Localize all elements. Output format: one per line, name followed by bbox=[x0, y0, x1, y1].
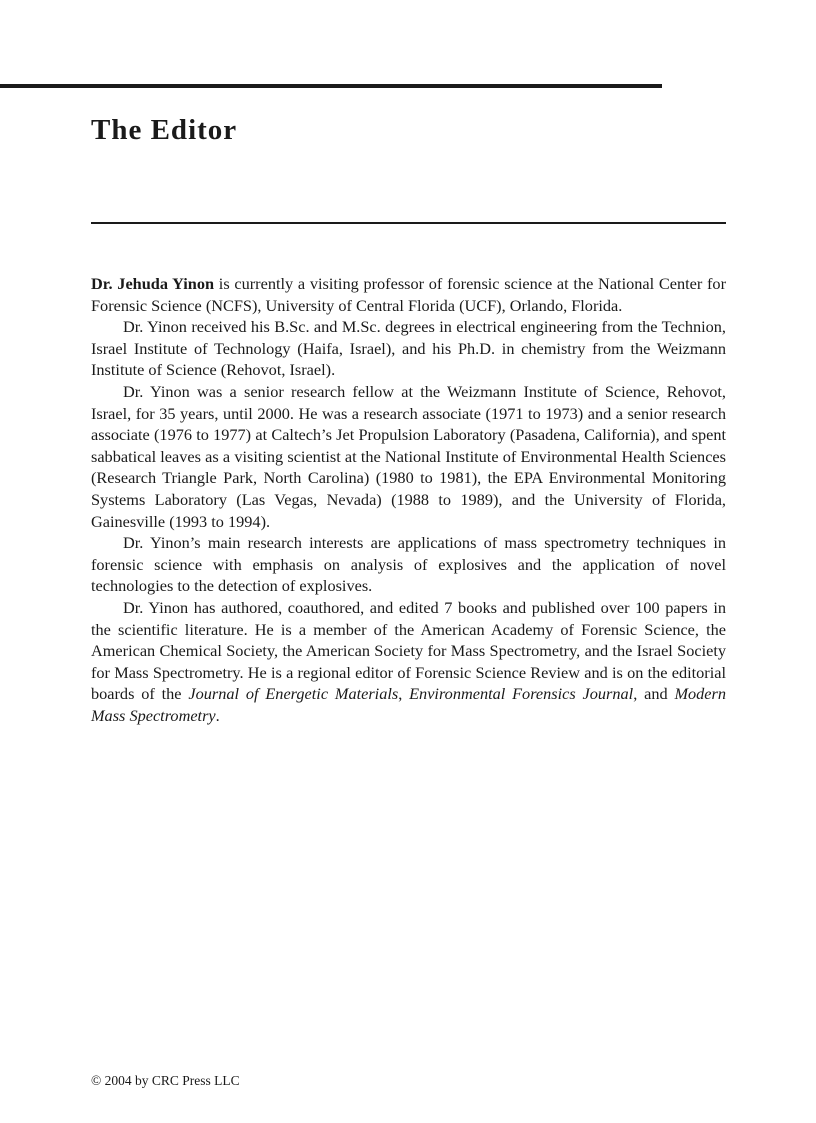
bio-paragraph-career: Dr. Yinon was a senior research fellow at the Weizmann Institute of Science, Rehovot, Israel, for 35 years, until 2000. He was a research associate (1971 to 1973) and a senior research associate (1976 to 1977) at Caltech’s Jet Propulsion Laboratory (Pasadena, California), and spent sabbatical leaves as a visiting scientist at the National Institute of Environmental Health Sciences (Research Triangle Park, North Carolina) (1980 to 1981), the EPA Environmental Monitoring Systems Laboratory (Las Vegas, Nevada) (1988 to 1989), and the University of Florida, Gainesville (1993 to 1994). bbox=[91, 381, 726, 531]
bio-paragraph-education: Dr. Yinon received his B.Sc. and M.Sc. degrees in electrical engineering from the Technion, Israel Institute of Technology (Haifa, Israel), and his Ph.D. in chemistry from the Weizmann Institute of Science (Rehovot, Israel). bbox=[91, 317, 726, 380]
editor-name: Dr. Jehuda Yinon bbox=[91, 274, 215, 293]
bio-paragraph-intro bbox=[91, 273, 726, 316]
bio-text bbox=[91, 273, 726, 726]
publications-text: Dr. Yinon has authored, coauthored, and edited 7 books and published over 100 papers in the scientific literature. He is a member of the American Academy of Forensic Science, the American Chemical Society, the American Society for Mass Spectrometry, and the Israel Society for Mass Spectrometry. He is a regional editor of Forensic Science Review and is on the editorial boards of the bbox=[91, 597, 726, 704]
sentence-end: . bbox=[215, 705, 220, 725]
journal-title: Environmental Forensics Journal bbox=[409, 684, 634, 704]
top-rule bbox=[0, 84, 662, 88]
copyright-notice: © 2004 by CRC Press LLC bbox=[91, 1073, 240, 1088]
separator: , bbox=[398, 684, 410, 704]
journal-title: Modern Mass Spectrometry bbox=[91, 684, 726, 725]
journal-title: Journal of Energetic Materials bbox=[188, 684, 399, 704]
intro-text: is currently a visiting professor of forensic science at the National Center for Forensic Science (NCFS), University of Central Florida (UCF), Orlando, Florida. bbox=[91, 274, 726, 315]
page-title: The Editor bbox=[91, 114, 238, 146]
separator: , and bbox=[633, 684, 675, 704]
bio-paragraph-research: Dr. Yinon’s main research interests are applications of mass spectrometry techniques in forensic science with emphasis on analysis of explosives and the application of novel technologies to the detection of explosives. bbox=[91, 533, 726, 596]
title-rule bbox=[91, 222, 726, 224]
bio-paragraph-publications bbox=[91, 597, 726, 727]
